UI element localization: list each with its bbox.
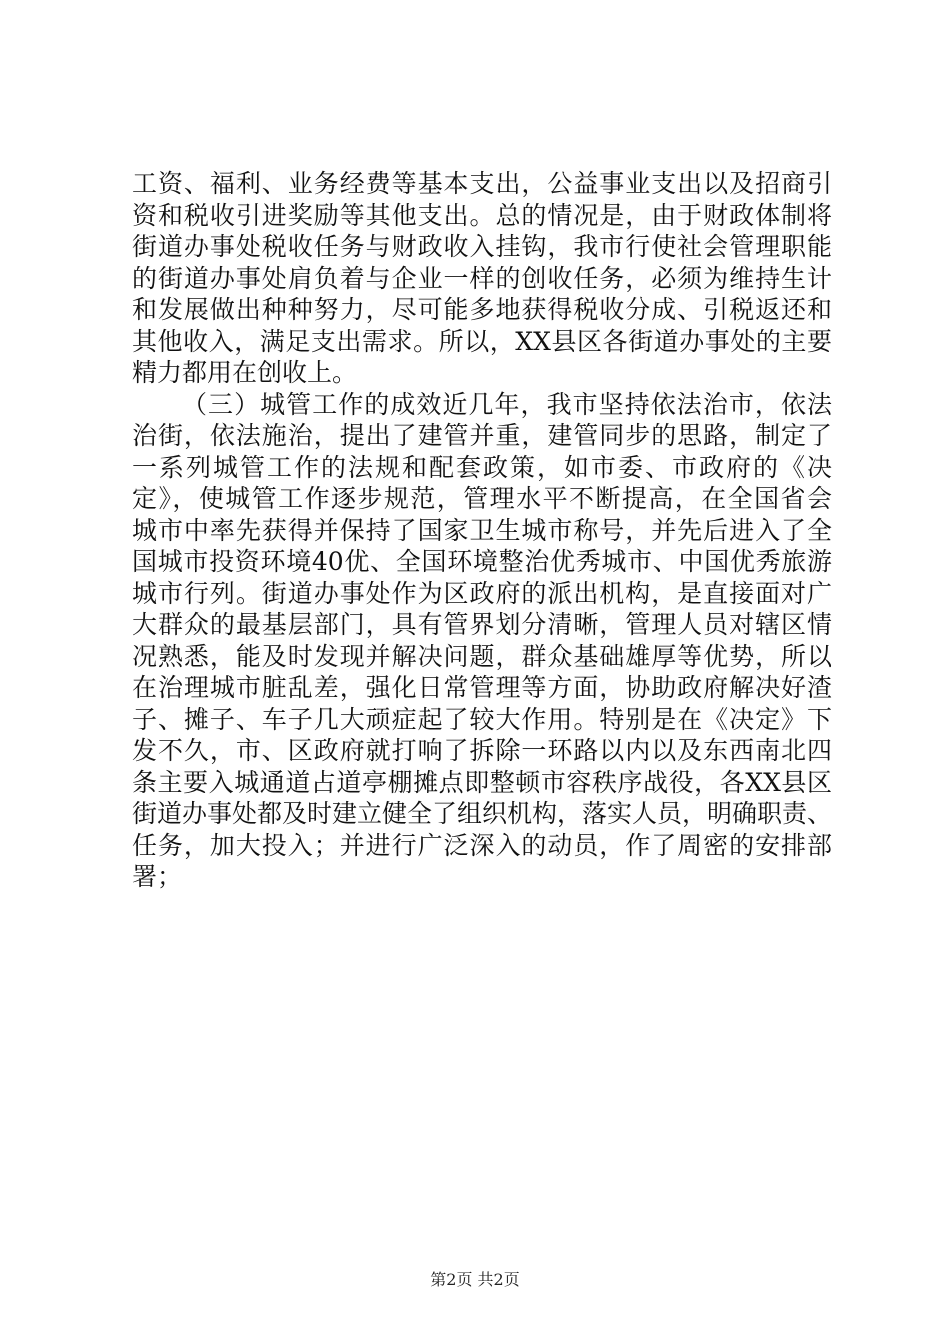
body-text bbox=[132, 168, 832, 893]
text-line: 国城市投资环境40优、全国环境整治优秀城市、中国优秀旅游 bbox=[132, 547, 832, 576]
text-line: 的街道办事处肩负着与企业一样的创收任务，必须为维持生计 bbox=[132, 263, 832, 293]
text-line: 精力都用在创收上。 bbox=[132, 358, 358, 387]
text-line: 治街，依法施治，提出了建管并重，建管同步的思路，制定了 bbox=[132, 421, 832, 450]
text-line: 其他收入，满足支出需求。所以，XX县区各街道办事处的主要 bbox=[132, 326, 832, 356]
text-line: 在治理城市脏乱差，强化日常管理等方面，协助政府解决好渣 bbox=[132, 673, 832, 702]
text-line: 发不久，市、区政府就打响了拆除一环路以内以及东西南北四 bbox=[132, 736, 832, 765]
text-line: 大群众的最基层部门，具有管界划分清晰，管理人员对辖区情 bbox=[132, 610, 832, 639]
text-line: 子、摊子、车子几大顽症起了较大作用。特别是在《决定》下 bbox=[132, 704, 832, 734]
text-line: 任务，加大投入；并进行广泛深入的动员，作了周密的安排部 bbox=[132, 830, 832, 860]
paragraph-start-line: （三）城管工作的成效近几年，我市坚持依法治市，依法 bbox=[182, 389, 832, 419]
text-line: 资和税收引进奖励等其他支出。总的情况是，由于财政体制将 bbox=[132, 200, 832, 230]
text-line: 条主要入城通道占道亭棚摊点即整顿市容秩序战役，各XX县区 bbox=[132, 767, 832, 797]
text-line: 和发展做出种种努力，尽可能多地获得税收分成、引税返还和 bbox=[132, 295, 832, 324]
text-line: 街道办事处税收任务与财政收入挂钩，我市行使社会管理职能 bbox=[132, 232, 832, 261]
text-line: 署； bbox=[132, 862, 183, 891]
text-line: 城市中率先获得并保持了国家卫生城市称号，并先后进入了全 bbox=[132, 515, 832, 545]
text-line: 况熟悉，能及时发现并解决问题，群众基础雄厚等优势，所以 bbox=[132, 641, 832, 671]
page-number-footer: 第2页 共2页 bbox=[430, 1270, 520, 1289]
text-line: 城市行列。街道办事处作为区政府的派出机构，是直接面对广 bbox=[132, 578, 832, 608]
text-line: 工资、福利、业务经费等基本支出，公益事业支出以及招商引 bbox=[132, 169, 832, 198]
text-line: 定》，使城管工作逐步规范，管理水平不断提高，在全国省会 bbox=[132, 484, 832, 513]
text-line: 街道办事处都及时建立健全了组织机构，落实人员，明确职责、 bbox=[132, 799, 833, 828]
text-line: 一系列城管工作的法规和配套政策，如市委、市政府的《决 bbox=[132, 452, 832, 482]
